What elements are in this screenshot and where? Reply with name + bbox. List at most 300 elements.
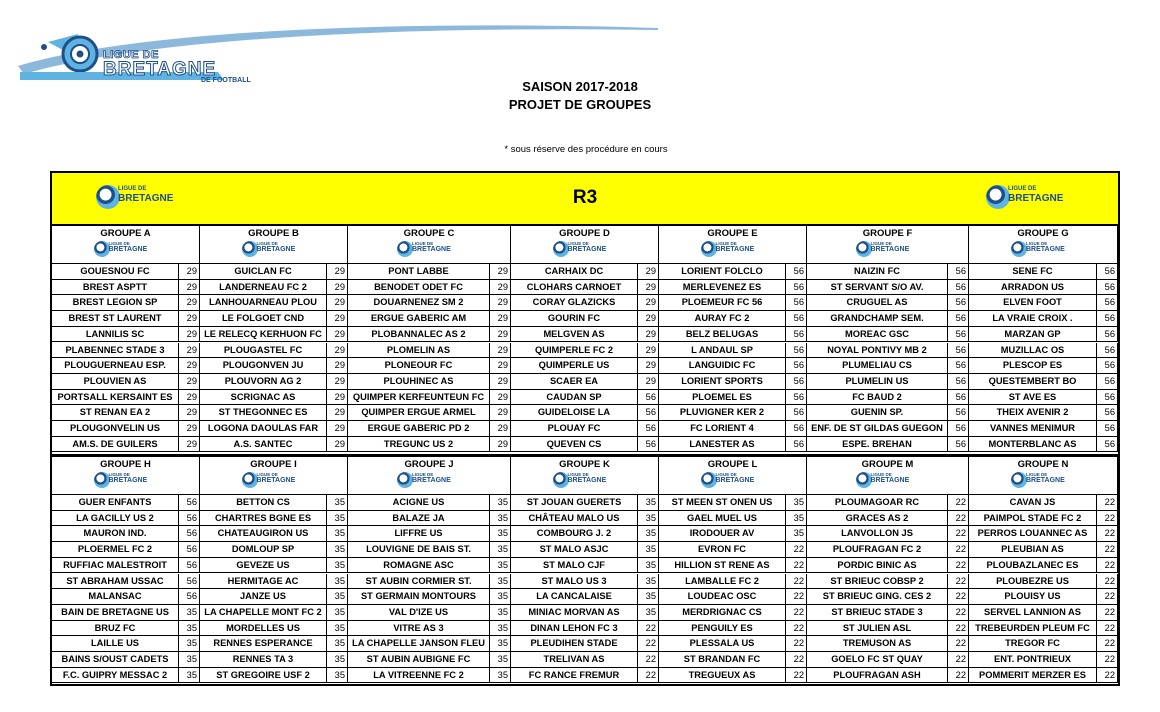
team-name: ST BRANDAN FC (659, 652, 786, 668)
mini-logo-line2: BRETAGNE (870, 477, 910, 484)
team-name: BREST LEGION SP (52, 295, 179, 311)
team-name: GRACES AS 2 (807, 511, 948, 527)
ball-icon (986, 185, 1010, 209)
team-row (200, 605, 348, 621)
ball-icon (94, 472, 110, 488)
mini-logo-line1: LIGUE DE (715, 472, 737, 477)
team-department: 29 (638, 295, 659, 311)
team-department: 35 (490, 605, 511, 621)
team-department: 29 (490, 437, 511, 453)
team-department: 22 (1097, 621, 1118, 637)
team-department: 29 (179, 374, 200, 390)
team-row (52, 605, 200, 621)
team-row (348, 495, 511, 511)
team-department: 29 (179, 280, 200, 296)
team-row (511, 605, 659, 621)
team-department: 29 (327, 405, 348, 421)
team-row (969, 343, 1118, 359)
team-name: PLABENNEC STADE 3 (52, 343, 179, 359)
team-row (969, 405, 1118, 421)
team-department: 35 (490, 558, 511, 574)
team-row (807, 421, 969, 437)
team-department: 35 (327, 621, 348, 637)
team-department: 22 (948, 558, 969, 574)
team-department: 35 (179, 605, 200, 621)
team-row (52, 437, 200, 453)
team-name: PLEUBIAN AS (969, 542, 1097, 558)
team-name: PAIMPOL STADE FC 2 (969, 511, 1097, 527)
team-row (348, 295, 511, 311)
team-row (511, 526, 659, 542)
team-department: 29 (490, 264, 511, 280)
team-name: SERVEL LANNION AS (969, 605, 1097, 621)
team-row (511, 652, 659, 668)
team-name: PLOERMEL FC 2 (52, 542, 179, 558)
team-row (348, 589, 511, 605)
team-name: IRODOUER AV (659, 526, 786, 542)
team-row (52, 327, 200, 343)
team-name: LANNILIS SC (52, 327, 179, 343)
team-row (807, 295, 969, 311)
group-logo (1011, 472, 1075, 490)
group-header (969, 457, 1118, 495)
team-row (348, 327, 511, 343)
team-row (511, 343, 659, 359)
team-name: PLOUVORN AG 2 (200, 374, 327, 390)
team-name: HILLION ST RENE AS (659, 558, 786, 574)
team-department: 35 (490, 636, 511, 652)
team-row (807, 437, 969, 453)
group-header (659, 226, 807, 264)
team-department: 22 (1097, 605, 1118, 621)
team-department: 56 (786, 437, 807, 453)
group-logo (553, 472, 617, 490)
team-name: MORDELLES US (200, 621, 327, 637)
team-department: 56 (1097, 264, 1118, 280)
team-name: LA CANCALAISE (511, 589, 638, 605)
mini-logo-line1: LIGUE DE (870, 241, 892, 246)
team-name: QUIMPERLE US (511, 358, 638, 374)
team-row (807, 526, 969, 542)
team-row (511, 405, 659, 421)
team-row (511, 311, 659, 327)
team-row (52, 264, 200, 280)
team-row (52, 652, 200, 668)
team-row (200, 280, 348, 296)
team-name: BELZ BELUGAS (659, 327, 786, 343)
team-name: LIFFRE US (348, 526, 490, 542)
group-column (969, 226, 1118, 454)
team-department: 56 (1097, 327, 1118, 343)
group-column (807, 457, 969, 685)
team-department: 29 (327, 437, 348, 453)
team-department: 29 (638, 374, 659, 390)
team-name: QUIMPERLE FC 2 (511, 343, 638, 359)
team-department: 22 (638, 636, 659, 652)
team-row (52, 374, 200, 390)
team-row (200, 542, 348, 558)
mini-logo-line2: BRETAGNE (1026, 246, 1065, 253)
team-name: PLOUISY US (969, 589, 1097, 605)
team-row (807, 405, 969, 421)
team-row (52, 542, 200, 558)
team-name: TREMUSON AS (807, 636, 948, 652)
team-name: LANESTER AS (659, 437, 786, 453)
team-name: CAVAN JS (969, 495, 1097, 511)
ball-icon (242, 241, 258, 257)
ball-icon (242, 472, 258, 488)
team-name: LORIENT SPORTS (659, 374, 786, 390)
team-row (659, 495, 807, 511)
group-name: GROUPE A (100, 228, 151, 239)
team-row (52, 574, 200, 590)
team-row (200, 358, 348, 374)
team-name: QUIMPER KERFEUNTEUN FC (348, 390, 490, 406)
team-name: GEVEZE US (200, 558, 327, 574)
team-row (511, 668, 659, 684)
team-name: PLOEMEL ES (659, 390, 786, 406)
team-row (200, 343, 348, 359)
team-name: BENODET ODET FC (348, 280, 490, 296)
team-department: 29 (327, 327, 348, 343)
group-name: GROUPE C (403, 228, 455, 239)
group-name: GROUPE F (862, 228, 913, 239)
team-department: 29 (327, 311, 348, 327)
team-department: 29 (179, 390, 200, 406)
team-row (969, 511, 1118, 527)
group-column (511, 457, 659, 685)
season-title: SAISON 2017-2018 (522, 79, 638, 94)
team-department: 22 (948, 621, 969, 637)
team-row (807, 343, 969, 359)
team-name: ESPE. BREHAN (807, 437, 948, 453)
team-name: PLOUAY FC (511, 421, 638, 437)
team-name: ST MALO ASJC (511, 542, 638, 558)
mini-logo-line1: LIGUE DE (1008, 186, 1037, 192)
team-row (200, 526, 348, 542)
team-name: F.C. GUIPRY MESSAC 2 (52, 668, 179, 684)
team-row (969, 421, 1118, 437)
mini-logo-line1: LIGUE DE (108, 472, 130, 477)
team-name: TREGUEUX AS (659, 668, 786, 684)
group-header (200, 226, 348, 264)
team-name: PLOEMEUR FC 56 (659, 295, 786, 311)
team-row (348, 343, 511, 359)
team-name: ST BRIEUC COBSP 2 (807, 574, 948, 590)
team-department: 29 (638, 343, 659, 359)
team-name: TREGOR FC (969, 636, 1097, 652)
team-department: 29 (179, 327, 200, 343)
team-name: POMMERIT MERZER ES (969, 668, 1097, 684)
team-department: 22 (638, 621, 659, 637)
team-name: ST MALO US 3 (511, 574, 638, 590)
team-name: TREGUNC US 2 (348, 437, 490, 453)
team-row (200, 295, 348, 311)
team-department: 56 (948, 327, 969, 343)
team-name: SENE FC (969, 264, 1097, 280)
team-department: 29 (490, 405, 511, 421)
team-name: CORAY GLAZICKS (511, 295, 638, 311)
team-department: 29 (179, 295, 200, 311)
group-header (52, 226, 200, 264)
division-banner (52, 173, 1118, 226)
team-department: 35 (786, 495, 807, 511)
ball-icon (397, 472, 413, 488)
team-row (807, 558, 969, 574)
team-department: 56 (786, 358, 807, 374)
mini-logo-line2: BRETAGNE (108, 477, 148, 484)
team-name: NAIZIN FC (807, 264, 948, 280)
groups-table (50, 171, 1120, 686)
team-row (52, 421, 200, 437)
team-department: 29 (638, 358, 659, 374)
team-name: BREST ST LAURENT (52, 311, 179, 327)
team-department: 56 (948, 390, 969, 406)
team-row (200, 405, 348, 421)
team-department: 35 (638, 558, 659, 574)
team-name: GUIDELOISE LA (511, 405, 638, 421)
team-name: LANGUIDIC FC (659, 358, 786, 374)
team-row (969, 437, 1118, 453)
team-row (348, 511, 511, 527)
team-name: VANNES MENIMUR (969, 421, 1097, 437)
team-department: 56 (948, 343, 969, 359)
team-name: CARHAIX DC (511, 264, 638, 280)
team-row (969, 311, 1118, 327)
team-row (969, 542, 1118, 558)
team-name: LA CHAPELLE JANSON FLEU (348, 636, 490, 652)
team-row (52, 495, 200, 511)
mini-logo-line1: LIGUE DE (256, 472, 278, 477)
team-name: MAURON IND. (52, 526, 179, 542)
team-department: 22 (948, 636, 969, 652)
team-department: 35 (327, 636, 348, 652)
group-column (52, 226, 200, 454)
group-logo (553, 241, 617, 259)
group-name: GROUPE L (707, 459, 758, 470)
team-row (659, 421, 807, 437)
mini-logo-line2: BRETAGNE (715, 477, 755, 484)
team-row (807, 495, 969, 511)
team-row (52, 636, 200, 652)
team-department: 22 (1097, 589, 1118, 605)
team-department: 35 (327, 511, 348, 527)
team-name: PLOUBEZRE US (969, 574, 1097, 590)
team-row (348, 358, 511, 374)
team-department: 29 (327, 264, 348, 280)
team-row (511, 280, 659, 296)
team-row (511, 421, 659, 437)
team-row (807, 374, 969, 390)
mini-logo-line2: BRETAGNE (1026, 477, 1065, 484)
team-name: PLOUGONVELIN US (52, 421, 179, 437)
team-department: 29 (490, 327, 511, 343)
team-name: DINAN LEHON FC 3 (511, 621, 638, 637)
team-row (200, 374, 348, 390)
team-name: RENNES TA 3 (200, 652, 327, 668)
team-row (659, 511, 807, 527)
team-department: 56 (1097, 437, 1118, 453)
ball-icon (856, 472, 872, 488)
team-department: 29 (638, 327, 659, 343)
team-department: 35 (490, 589, 511, 605)
ball-icon (701, 472, 717, 488)
team-name: ST MEEN ST ONEN US (659, 495, 786, 511)
team-row (348, 621, 511, 637)
team-row (659, 295, 807, 311)
team-name: PLOUFRAGAN FC 2 (807, 542, 948, 558)
team-department: 22 (786, 574, 807, 590)
team-name: MARZAN GP (969, 327, 1097, 343)
team-name: ELVEN FOOT (969, 295, 1097, 311)
team-name: ST BRIEUC GING. CES 2 (807, 589, 948, 605)
team-row (348, 574, 511, 590)
team-row (659, 374, 807, 390)
team-row (52, 621, 200, 637)
group-name: GROUPE B (248, 228, 299, 239)
team-department: 56 (1097, 390, 1118, 406)
team-name: ENT. PONTRIEUX (969, 652, 1097, 668)
team-department: 29 (179, 405, 200, 421)
group-header (659, 457, 807, 495)
mini-logo-line2: BRETAGNE (870, 246, 910, 253)
team-row (348, 280, 511, 296)
team-row (52, 589, 200, 605)
team-department: 35 (327, 589, 348, 605)
team-department: 56 (179, 574, 200, 590)
team-row (807, 264, 969, 280)
team-department: 56 (179, 589, 200, 605)
team-row (969, 589, 1118, 605)
team-name: ST RENAN EA 2 (52, 405, 179, 421)
team-department: 35 (490, 652, 511, 668)
team-name: PLUMELIAU CS (807, 358, 948, 374)
team-department: 29 (179, 437, 200, 453)
team-row (52, 280, 200, 296)
group-logo (94, 241, 158, 259)
team-department: 29 (490, 358, 511, 374)
team-row (200, 437, 348, 453)
mini-logo-line2: BRETAGNE (567, 246, 607, 253)
team-row (348, 652, 511, 668)
team-name: BETTON CS (200, 495, 327, 511)
group-header (348, 226, 511, 264)
team-row (511, 327, 659, 343)
team-row (200, 589, 348, 605)
team-row (969, 574, 1118, 590)
group-name: GROUPE N (1017, 459, 1069, 470)
mini-logo-line1: LIGUE DE (1026, 472, 1048, 477)
team-department: 56 (786, 264, 807, 280)
team-row (807, 358, 969, 374)
team-name: PLOUVIEN AS (52, 374, 179, 390)
team-name: MALANSAC (52, 589, 179, 605)
team-row (969, 558, 1118, 574)
team-name: AM.S. DE GUILERS (52, 437, 179, 453)
team-name: BRUZ FC (52, 621, 179, 637)
ball-icon (856, 241, 872, 257)
team-row (348, 558, 511, 574)
team-row (52, 668, 200, 684)
team-name: FC LORIENT 4 (659, 421, 786, 437)
logo-line1: LIGUE DE (103, 49, 159, 61)
team-name: ST JOUAN GUERETS (511, 495, 638, 511)
group-name: GROUPE K (559, 459, 610, 470)
team-name: QUESTEMBERT BO (969, 374, 1097, 390)
team-department: 22 (948, 511, 969, 527)
team-row (200, 621, 348, 637)
team-row (348, 421, 511, 437)
team-department: 22 (786, 589, 807, 605)
team-row (511, 437, 659, 453)
team-name: PERROS LOUANNEC AS (969, 526, 1097, 542)
team-department: 56 (948, 311, 969, 327)
team-department: 56 (1097, 295, 1118, 311)
team-department: 35 (179, 668, 200, 684)
team-department: 22 (948, 574, 969, 590)
team-row (511, 621, 659, 637)
team-row (659, 280, 807, 296)
team-row (659, 558, 807, 574)
team-name: PLEUDIHEN STADE (511, 636, 638, 652)
team-department: 29 (490, 295, 511, 311)
project-title: PROJET DE GROUPES (508, 97, 652, 112)
team-name: SCAER EA (511, 374, 638, 390)
team-row (200, 495, 348, 511)
team-name: GUENIN SP. (807, 405, 948, 421)
team-name: LAMBALLE FC 2 (659, 574, 786, 590)
mini-logo-line2: BRETAGNE (256, 246, 296, 253)
team-row (659, 574, 807, 590)
group-header (807, 457, 969, 495)
mini-logo-line1: LIGUE DE (108, 241, 130, 246)
group-header (52, 457, 200, 495)
group-logo (397, 241, 461, 259)
team-department: 29 (490, 343, 511, 359)
team-department: 22 (1097, 636, 1118, 652)
team-row (659, 390, 807, 406)
team-department: 56 (1097, 280, 1118, 296)
group-column (511, 226, 659, 454)
team-row (969, 636, 1118, 652)
team-name: PLOBANNALEC AS 2 (348, 327, 490, 343)
team-department: 22 (638, 668, 659, 684)
mini-logo-line2: BRETAGNE (256, 477, 296, 484)
mini-logo-line2: BRETAGNE (108, 246, 148, 253)
team-row (659, 589, 807, 605)
team-name: PLOMELIN AS (348, 343, 490, 359)
team-row (200, 652, 348, 668)
group-logo (701, 241, 765, 259)
team-row (348, 437, 511, 453)
team-row (969, 374, 1118, 390)
team-department: 29 (179, 358, 200, 374)
team-row (511, 374, 659, 390)
team-department: 56 (948, 374, 969, 390)
team-department: 56 (948, 358, 969, 374)
team-name: ENF. DE ST GILDAS GUEGON (807, 421, 948, 437)
team-row (659, 621, 807, 637)
group-name: GROUPE D (559, 228, 610, 239)
mini-logo-line2: BRETAGNE (412, 477, 451, 484)
team-name: AURAY FC 2 (659, 311, 786, 327)
team-department: 56 (786, 421, 807, 437)
team-name: ST AUBIN CORMIER ST. (348, 574, 490, 590)
team-name: LOUDEAC OSC (659, 589, 786, 605)
team-name: PLOUBAZLANEC ES (969, 558, 1097, 574)
team-name: SCRIGNAC AS (200, 390, 327, 406)
team-department: 22 (1097, 668, 1118, 684)
